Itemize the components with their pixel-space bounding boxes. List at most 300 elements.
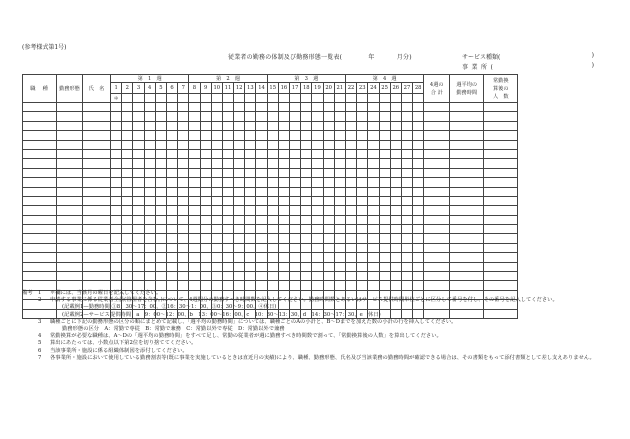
table-cell bbox=[379, 187, 390, 196]
weekday-cell bbox=[390, 94, 401, 103]
table-cell bbox=[267, 112, 278, 121]
table-cell bbox=[144, 281, 155, 290]
service-type-field bbox=[462, 52, 602, 61]
table-cell bbox=[23, 168, 57, 177]
table-cell bbox=[401, 253, 412, 262]
table-cell bbox=[484, 225, 518, 234]
table-cell bbox=[484, 103, 518, 112]
table-cell bbox=[23, 159, 57, 168]
table-cell bbox=[290, 112, 301, 121]
table-cell bbox=[290, 168, 301, 177]
table-cell bbox=[57, 234, 83, 243]
table-cell bbox=[178, 187, 189, 196]
table-cell bbox=[111, 112, 122, 121]
table-cell bbox=[155, 272, 166, 281]
table-cell bbox=[379, 159, 390, 168]
table-cell bbox=[450, 196, 484, 205]
table-cell bbox=[155, 149, 166, 158]
table-cell bbox=[166, 272, 177, 281]
table-cell bbox=[278, 272, 289, 281]
table-cell bbox=[189, 272, 200, 281]
table-cell bbox=[200, 234, 211, 243]
table-cell bbox=[111, 281, 122, 290]
table-cell bbox=[450, 225, 484, 234]
table-cell bbox=[379, 281, 390, 290]
table-cell bbox=[323, 215, 334, 224]
table-cell bbox=[234, 206, 245, 215]
table-cell bbox=[83, 262, 111, 271]
table-cell bbox=[368, 131, 379, 140]
table-cell bbox=[390, 159, 401, 168]
table-cell bbox=[256, 225, 267, 234]
table-cell bbox=[122, 178, 133, 187]
table-cell bbox=[278, 262, 289, 271]
conv-line1: 常勤換 bbox=[492, 77, 509, 84]
table-cell bbox=[290, 103, 301, 112]
table-cell bbox=[111, 149, 122, 158]
table-cell bbox=[413, 281, 424, 290]
table-cell bbox=[200, 281, 211, 290]
table-cell bbox=[267, 206, 278, 215]
table-cell bbox=[144, 206, 155, 215]
table-cell bbox=[166, 121, 177, 130]
table-cell bbox=[245, 196, 256, 205]
table-cell bbox=[23, 225, 57, 234]
table-cell bbox=[357, 234, 368, 243]
table-cell bbox=[323, 140, 334, 149]
note-text: (記載例1—勤務時間 ①8：30～17：00、②16：30～1：00、③0：30～9：00、④休日) bbox=[62, 304, 277, 311]
day-number: 1 bbox=[111, 83, 122, 94]
table-cell bbox=[345, 281, 356, 290]
table-cell bbox=[83, 131, 111, 140]
table-row bbox=[23, 225, 518, 234]
table-cell bbox=[323, 234, 334, 243]
table-cell bbox=[450, 215, 484, 224]
table-cell bbox=[23, 178, 57, 187]
table-cell bbox=[133, 112, 144, 121]
day-number: 3 bbox=[133, 83, 144, 94]
table-cell bbox=[155, 206, 166, 215]
table-cell bbox=[211, 112, 222, 121]
weekday-cell bbox=[323, 94, 334, 103]
table-cell bbox=[484, 206, 518, 215]
weekday-cell bbox=[278, 94, 289, 103]
table-cell bbox=[222, 187, 233, 196]
table-cell bbox=[267, 178, 278, 187]
table-cell bbox=[178, 112, 189, 121]
table-cell bbox=[484, 196, 518, 205]
table-cell bbox=[323, 168, 334, 177]
table-row bbox=[23, 112, 518, 121]
table-cell bbox=[401, 112, 412, 121]
table-cell bbox=[178, 131, 189, 140]
table-cell bbox=[23, 149, 57, 158]
table-cell bbox=[301, 272, 312, 281]
table-cell bbox=[345, 206, 356, 215]
table-cell bbox=[301, 103, 312, 112]
table-cell bbox=[267, 281, 278, 290]
table-cell bbox=[111, 253, 122, 262]
table-cell bbox=[166, 253, 177, 262]
table-cell bbox=[424, 281, 450, 290]
table-cell bbox=[484, 262, 518, 271]
table-cell bbox=[312, 159, 323, 168]
table-cell bbox=[450, 140, 484, 149]
table-cell bbox=[267, 187, 278, 196]
table-cell bbox=[334, 187, 345, 196]
day-number: 23 bbox=[357, 83, 368, 94]
table-cell bbox=[357, 112, 368, 121]
table-cell bbox=[334, 272, 345, 281]
header-four-week-total bbox=[424, 75, 450, 103]
table-cell bbox=[312, 168, 323, 177]
table-cell bbox=[301, 215, 312, 224]
table-cell bbox=[345, 225, 356, 234]
table-cell bbox=[155, 140, 166, 149]
table-cell bbox=[379, 225, 390, 234]
table-cell bbox=[200, 121, 211, 130]
table-cell bbox=[484, 243, 518, 252]
table-cell bbox=[155, 121, 166, 130]
table-cell bbox=[413, 149, 424, 158]
table-cell bbox=[290, 149, 301, 158]
table-cell bbox=[267, 253, 278, 262]
table-cell bbox=[122, 168, 133, 177]
table-cell bbox=[345, 253, 356, 262]
table-cell bbox=[267, 262, 278, 271]
table-cell bbox=[357, 206, 368, 215]
day-number: 21 bbox=[334, 83, 345, 94]
table-cell bbox=[245, 131, 256, 140]
table-cell bbox=[111, 225, 122, 234]
table-cell bbox=[323, 103, 334, 112]
table-cell bbox=[166, 234, 177, 243]
table-cell bbox=[245, 215, 256, 224]
table-cell bbox=[301, 225, 312, 234]
table-cell bbox=[424, 103, 450, 112]
table-cell bbox=[133, 281, 144, 290]
table-cell bbox=[424, 131, 450, 140]
table-cell bbox=[290, 206, 301, 215]
note-number: 2 bbox=[38, 297, 42, 304]
table-cell bbox=[133, 196, 144, 205]
table-cell bbox=[83, 272, 111, 281]
table-cell bbox=[379, 131, 390, 140]
table-cell bbox=[234, 131, 245, 140]
table-cell bbox=[83, 234, 111, 243]
table-cell bbox=[484, 140, 518, 149]
weekday-cell bbox=[144, 94, 155, 103]
table-cell bbox=[334, 253, 345, 262]
table-cell bbox=[345, 168, 356, 177]
note-text: 申請する事業に係る従業者全員(管理者を含む。)について、4週間分の勤務すべき時間数を記入してください。勤務時間数とあるいはサービス提供時間単位ごとに区分して番号を付し、その番号を記入してください。 bbox=[50, 297, 558, 304]
table-cell bbox=[155, 215, 166, 224]
table-cell bbox=[234, 225, 245, 234]
table-cell bbox=[278, 168, 289, 177]
table-cell bbox=[278, 103, 289, 112]
table-cell bbox=[267, 168, 278, 177]
table-cell bbox=[144, 149, 155, 158]
table-cell bbox=[345, 112, 356, 121]
table-cell bbox=[122, 196, 133, 205]
header-week-2: 第 2 週 bbox=[189, 75, 267, 83]
table-cell bbox=[424, 140, 450, 149]
table-cell bbox=[267, 272, 278, 281]
table-cell bbox=[57, 131, 83, 140]
table-cell bbox=[122, 159, 133, 168]
table-cell bbox=[111, 187, 122, 196]
weekday-cell bbox=[345, 94, 356, 103]
table-cell bbox=[256, 121, 267, 130]
table-cell bbox=[413, 159, 424, 168]
table-cell bbox=[345, 149, 356, 158]
table-cell bbox=[256, 112, 267, 121]
table-cell bbox=[379, 140, 390, 149]
table-cell bbox=[211, 187, 222, 196]
table-cell bbox=[401, 234, 412, 243]
table-cell bbox=[234, 196, 245, 205]
table-cell bbox=[379, 178, 390, 187]
form-title-year: 年 bbox=[368, 54, 375, 61]
table-cell bbox=[290, 187, 301, 196]
day-number: 26 bbox=[390, 83, 401, 94]
table-cell bbox=[245, 112, 256, 121]
table-cell bbox=[401, 196, 412, 205]
table-cell bbox=[111, 121, 122, 130]
table-cell bbox=[211, 121, 222, 130]
weekday-cell bbox=[379, 94, 390, 103]
weekday-cell bbox=[401, 94, 412, 103]
table-cell bbox=[401, 272, 412, 281]
staffing-table bbox=[22, 74, 518, 319]
table-cell bbox=[345, 140, 356, 149]
note-item bbox=[22, 340, 612, 347]
weekday-cell bbox=[256, 94, 267, 103]
table-cell bbox=[323, 187, 334, 196]
table-cell bbox=[57, 103, 83, 112]
table-cell bbox=[57, 215, 83, 224]
note-text: 各事業所・施設において使用している勤務割表等(既に事業を実施しているときは直近月の実績)により、職種、勤務形態、氏名及び当該業務の勤務時間が確認できる場合は、その書類をもって添付書類として差し支えありません。 bbox=[50, 354, 595, 361]
table-cell bbox=[390, 272, 401, 281]
table-cell bbox=[133, 178, 144, 187]
table-cell bbox=[424, 253, 450, 262]
table-cell bbox=[256, 149, 267, 158]
table-cell bbox=[323, 243, 334, 252]
table-cell bbox=[57, 140, 83, 149]
table-cell bbox=[83, 253, 111, 262]
table-cell bbox=[484, 187, 518, 196]
table-cell bbox=[256, 196, 267, 205]
table-cell bbox=[278, 253, 289, 262]
table-cell bbox=[23, 187, 57, 196]
table-cell bbox=[278, 159, 289, 168]
table-row bbox=[23, 196, 518, 205]
table-cell bbox=[401, 215, 412, 224]
table-cell bbox=[256, 234, 267, 243]
table-cell bbox=[155, 168, 166, 177]
table-cell bbox=[178, 272, 189, 281]
table-cell bbox=[345, 262, 356, 271]
note-number: 4 bbox=[38, 333, 42, 340]
note-item bbox=[22, 355, 612, 362]
table-cell bbox=[256, 187, 267, 196]
office-close: ) bbox=[591, 62, 594, 69]
table-cell bbox=[256, 272, 267, 281]
table-cell bbox=[234, 103, 245, 112]
table-cell bbox=[111, 178, 122, 187]
table-cell bbox=[424, 225, 450, 234]
header-week-4: 第 4 週 bbox=[345, 75, 423, 83]
total-line2: 合 計 bbox=[430, 89, 443, 96]
table-cell bbox=[413, 243, 424, 252]
table-cell bbox=[166, 262, 177, 271]
table-cell bbox=[267, 215, 278, 224]
header-fte-count bbox=[484, 75, 518, 103]
table-cell bbox=[390, 149, 401, 158]
table-cell bbox=[424, 262, 450, 271]
table-cell bbox=[155, 112, 166, 121]
table-cell bbox=[133, 262, 144, 271]
table-cell bbox=[144, 243, 155, 252]
table-cell bbox=[200, 196, 211, 205]
table-cell bbox=[178, 262, 189, 271]
table-cell bbox=[245, 178, 256, 187]
table-cell bbox=[133, 159, 144, 168]
table-cell bbox=[57, 225, 83, 234]
table-cell bbox=[424, 187, 450, 196]
table-cell bbox=[23, 281, 57, 290]
table-cell bbox=[122, 234, 133, 243]
table-cell bbox=[133, 187, 144, 196]
table-cell bbox=[189, 225, 200, 234]
service-type-label: サービス種類( bbox=[462, 54, 501, 61]
table-cell bbox=[450, 206, 484, 215]
table-cell bbox=[401, 243, 412, 252]
table-cell bbox=[379, 149, 390, 158]
weekday-cell bbox=[155, 94, 166, 103]
table-cell bbox=[368, 215, 379, 224]
table-cell bbox=[133, 243, 144, 252]
table-cell bbox=[200, 262, 211, 271]
table-cell bbox=[301, 281, 312, 290]
table-cell bbox=[23, 103, 57, 112]
day-number: 19 bbox=[312, 83, 323, 94]
table-cell bbox=[144, 234, 155, 243]
table-cell bbox=[155, 196, 166, 205]
notes-section bbox=[22, 290, 612, 362]
table-cell bbox=[57, 121, 83, 130]
weekday-cell bbox=[234, 94, 245, 103]
table-cell bbox=[234, 178, 245, 187]
table-cell bbox=[424, 272, 450, 281]
table-cell bbox=[245, 140, 256, 149]
table-cell bbox=[245, 187, 256, 196]
table-cell bbox=[122, 262, 133, 271]
table-cell bbox=[234, 168, 245, 177]
table-cell bbox=[133, 272, 144, 281]
table-cell bbox=[424, 243, 450, 252]
table-cell bbox=[301, 234, 312, 243]
table-cell bbox=[222, 131, 233, 140]
table-row bbox=[23, 187, 518, 196]
table-cell bbox=[390, 234, 401, 243]
table-cell bbox=[312, 178, 323, 187]
table-cell bbox=[111, 131, 122, 140]
table-cell bbox=[133, 234, 144, 243]
table-cell bbox=[155, 103, 166, 112]
table-cell bbox=[166, 112, 177, 121]
table-cell bbox=[390, 243, 401, 252]
table-row bbox=[23, 206, 518, 215]
table-cell bbox=[301, 196, 312, 205]
form-title-month: 月分) bbox=[396, 54, 412, 61]
table-cell bbox=[312, 253, 323, 262]
total-line1: 4週の bbox=[429, 81, 444, 88]
table-cell bbox=[211, 168, 222, 177]
table-cell bbox=[368, 243, 379, 252]
table-cell bbox=[278, 187, 289, 196]
note-item bbox=[22, 304, 612, 311]
table-cell bbox=[301, 149, 312, 158]
table-cell bbox=[323, 262, 334, 271]
day-number: 5 bbox=[155, 83, 166, 94]
table-cell bbox=[278, 234, 289, 243]
table-cell bbox=[57, 243, 83, 252]
day-number: 11 bbox=[222, 83, 233, 94]
table-cell bbox=[379, 112, 390, 121]
table-cell bbox=[413, 121, 424, 130]
table-cell bbox=[401, 262, 412, 271]
table-cell bbox=[211, 243, 222, 252]
table-cell bbox=[323, 178, 334, 187]
table-cell bbox=[189, 131, 200, 140]
table-cell bbox=[413, 103, 424, 112]
table-cell bbox=[83, 243, 111, 252]
table-cell bbox=[368, 206, 379, 215]
table-cell bbox=[189, 234, 200, 243]
table-cell bbox=[245, 121, 256, 130]
table-cell bbox=[450, 159, 484, 168]
table-cell bbox=[234, 140, 245, 149]
table-cell bbox=[83, 178, 111, 187]
table-cell bbox=[111, 168, 122, 177]
table-row bbox=[23, 178, 518, 187]
table-cell bbox=[357, 131, 368, 140]
table-cell bbox=[57, 272, 83, 281]
table-cell bbox=[122, 149, 133, 158]
table-cell bbox=[334, 225, 345, 234]
table-cell bbox=[278, 121, 289, 130]
table-cell bbox=[144, 103, 155, 112]
table-row bbox=[23, 272, 518, 281]
table-cell bbox=[200, 149, 211, 158]
table-cell bbox=[189, 187, 200, 196]
table-cell bbox=[83, 206, 111, 215]
table-cell bbox=[155, 159, 166, 168]
table-cell bbox=[111, 140, 122, 149]
table-cell bbox=[234, 187, 245, 196]
day-number: 24 bbox=[368, 83, 379, 94]
table-cell bbox=[200, 103, 211, 112]
table-row bbox=[23, 131, 518, 140]
table-cell bbox=[368, 196, 379, 205]
table-cell bbox=[424, 168, 450, 177]
table-cell bbox=[83, 112, 111, 121]
table-cell bbox=[155, 187, 166, 196]
table-cell bbox=[312, 206, 323, 215]
table-cell bbox=[23, 215, 57, 224]
table-cell bbox=[312, 121, 323, 130]
